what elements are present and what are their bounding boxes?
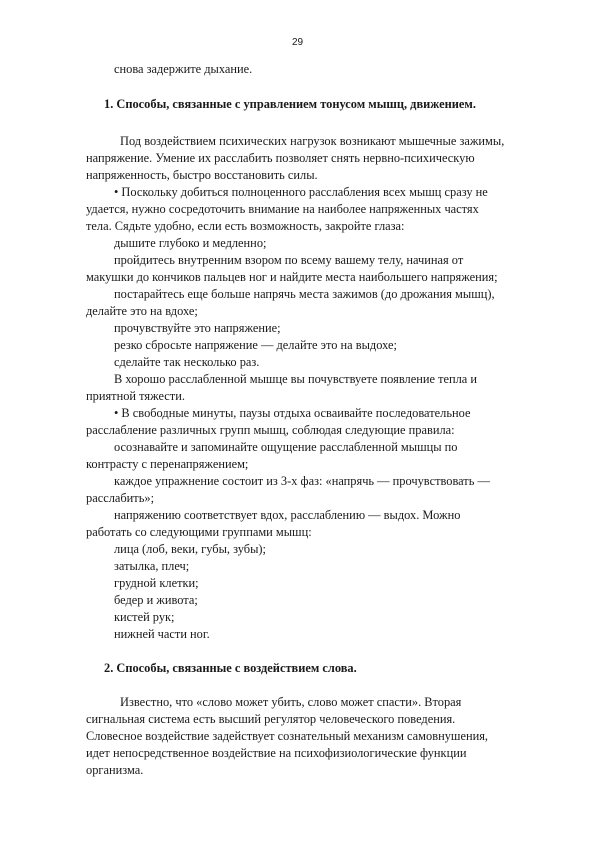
- page-number: 29: [291, 37, 304, 48]
- section-1-heading: 1. Способы, связанные с управлением тонусом мышц, движением.: [104, 97, 476, 111]
- body-line: Известно, что «слово может убить, слово может спасти». Вторая: [120, 695, 462, 709]
- body-line: работать со следующими группами мышц:: [86, 525, 312, 539]
- body-line: идет непосредственное воздействие на психофизиологические функции: [86, 746, 467, 760]
- body-line: сигнальная система есть высший регулятор человеческого поведения.: [86, 712, 456, 726]
- body-line: контрасту с перенапряжением;: [86, 457, 249, 471]
- list-item: лица (лоб, веки, губы, зубы);: [114, 542, 266, 556]
- body-line: организма.: [86, 763, 144, 777]
- body-line: удается, нужно сосредоточить внимание на наиболее напряженных частях: [86, 202, 479, 216]
- body-line: напряжение. Умение их расслабить позволяет снять нервно-психическую: [86, 151, 475, 165]
- body-line: макушки до кончиков пальцев ног и найдите места наибольшего напряжения;: [86, 270, 498, 284]
- body-line: расслабление различных групп мышц, соблюдая следующие правила:: [86, 423, 455, 437]
- list-item: постарайтесь еще больше напрячь места зажимов (до дрожания мышц),: [114, 287, 495, 301]
- body-line: делайте это на вдохе;: [86, 304, 198, 318]
- body-line: • В свободные минуты, паузы отдыха осваивайте последовательное: [114, 406, 471, 420]
- list-item: пройдитесь внутренним взором по всему вашему телу, начиная от: [114, 253, 464, 267]
- body-line: тела. Сядьте удобно, если есть возможность, закройте глаза:: [86, 219, 405, 233]
- list-item: нижней части ног.: [114, 627, 210, 641]
- list-item: каждое упражнение состоит из 3-х фаз: «напрячь — прочувствовать —: [114, 474, 490, 488]
- list-item: затылка, плеч;: [114, 559, 190, 573]
- list-item: грудной клетки;: [114, 576, 199, 590]
- list-item: бедер и живота;: [114, 593, 198, 607]
- body-line: расслабить»;: [86, 491, 155, 505]
- list-item: напряжению соответствует вдох, расслаблению — выдох. Можно: [114, 508, 461, 522]
- body-line: • Поскольку добиться полноценного расслабления всех мышц сразу не: [114, 185, 488, 199]
- list-item: сделайте так несколько раз.: [114, 355, 260, 369]
- list-item: кистей рук;: [114, 610, 175, 624]
- body-line: Под воздействием психических нагрузок возникают мышечные зажимы,: [120, 134, 505, 148]
- body-line: Словесное воздействие задействует сознательный механизм самовнушения,: [86, 729, 488, 743]
- list-item: осознавайте и запоминайте ощущение расслабленной мышцы по: [114, 440, 458, 454]
- list-item: дышите глубоко и медленно;: [114, 236, 267, 250]
- section-2-heading: 2. Способы, связанные с воздействием слова.: [104, 661, 357, 675]
- list-item: резко сбросьте напряжение — делайте это на выдохе;: [114, 338, 397, 352]
- body-line: В хорошо расслабленной мышце вы почувствуете появление тепла и: [114, 372, 478, 386]
- body-line: приятной тяжести.: [86, 389, 185, 403]
- intro-line: снова задержите дыхание.: [114, 62, 253, 76]
- body-line: напряженность, быстро восстановить силы.: [86, 168, 318, 182]
- list-item: прочувствуйте это напряжение;: [114, 321, 281, 335]
